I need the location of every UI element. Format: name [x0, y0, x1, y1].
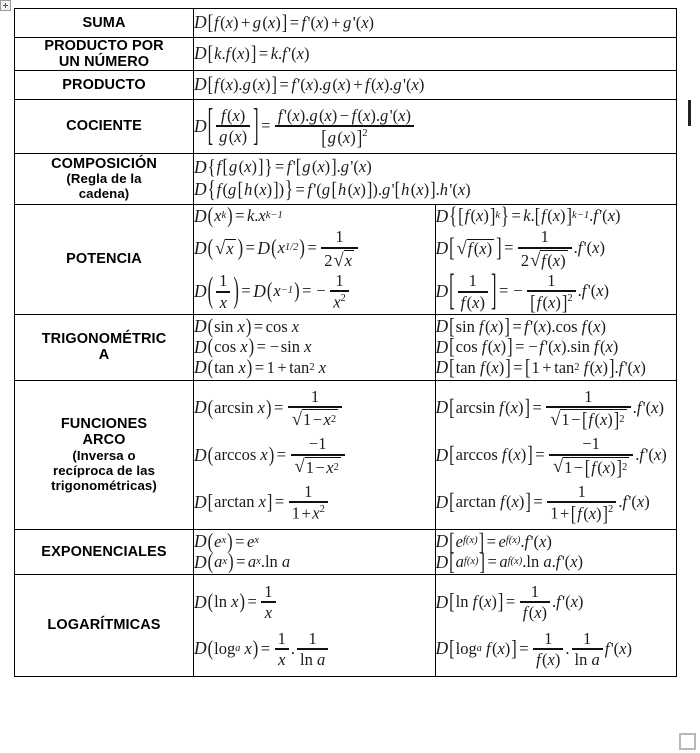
text-caret — [688, 100, 691, 126]
formula-arco-r1: D [ arcsin f ( x ) ] = 1 √ 1 − [ f ( x ) ] 2 . f '( x ) — [435, 386, 664, 432]
table-row — [15, 71, 677, 100]
table-row — [15, 575, 677, 677]
formula-exp-r2: D [ a f(x) ] = a f(x) . ln a . f '( x ) — [435, 546, 584, 575]
formula-trig-r1: D [ sin f ( x ) ] = f '( x ). cos f ( x ) — [435, 314, 606, 339]
formula-cociente: D [ $\frac{f (x)}{g (x)}$ ] = f '(x).g (x) − f (x).g '(x) [ g ( x ) ] $^2$ — [194, 107, 676, 146]
formula-cell-suma — [194, 9, 677, 38]
formula-trig-r3: D [ tan f ( x ) ] = [ 1 + tan 2 f ( x ) ] . f '( x ) — [435, 354, 646, 380]
formula-trig-r2: D [ cos f ( x ) ] = − f '( x ). sin f ( x ) — [435, 333, 619, 360]
formula-cell-exp-right — [435, 530, 677, 575]
selection-resize-handle[interactable] — [679, 733, 696, 750]
formula-cell-composicion — [194, 153, 677, 204]
formula-trig-l3: D ( tan x ) = 1 + tan 2 x — [194, 355, 327, 379]
formula-exp-l2: D ( a x ) = a x . ln a — [194, 548, 291, 575]
row-label-logaritmicas: LOGARÍTMICAS — [15, 575, 194, 677]
formula-exp-r1: D [ e f(x) ] = e f(x) . f '( x ) — [435, 529, 552, 555]
formula-cell-trig-left — [194, 315, 436, 381]
row-label-cociente: COCIENTE — [15, 99, 194, 153]
formula-cell-producto — [194, 71, 677, 100]
row-label-suma: SUMA — [15, 9, 194, 38]
formula-producto: D [ f ( x ). g ( x ) ] = f '( x ). g ( x ) + f ( x ). g '( x ) — [194, 72, 425, 96]
selection-move-handle[interactable] — [0, 0, 11, 11]
row-label-composicion: COMPOSICIÓN (Regla de la cadena) — [15, 153, 194, 204]
formula-cell-potencia-right — [435, 204, 677, 314]
formula-exp-l1: D ( e x ) = e x — [194, 529, 259, 554]
table-row — [15, 9, 677, 38]
formula-producto-numero: D [ k . f ( x ) ] = k . f '( x ) — [194, 41, 310, 65]
formula-cell-arco-left — [194, 380, 436, 529]
formula-cell-arco-right — [435, 380, 677, 529]
formula-cell-potencia-left — [194, 204, 436, 314]
formula-composicion-1: D { f [ g ( x ) ] } = f ' [ g ( x ) ] . g '( x ) — [194, 154, 372, 179]
row-label-funciones-arco: FUNCIONES ARCO (Inversa o recíproca de las trigonométricas) — [15, 380, 194, 529]
formula-composicion-2: D { f ( g [ h ( x ) ] ) } = f '( g [ h ( x ) ] ). g ' [ h ( x ) ] . h '( x ) — [194, 175, 471, 203]
table-row — [15, 99, 677, 153]
formula-log-r2: D [ log a f ( x ) ] = $\frac{1}{f (x)}$ . $\frac{1}{\text{ln a}}$ f '( x ) — [435, 628, 632, 669]
formula-cell-trig-right — [435, 315, 677, 381]
formula-cell-exp-left — [194, 530, 436, 575]
formula-potencia-r1: D { [ f ( x ) ] k } = k . [ f ( x ) ] k−1 . f '( x ) — [435, 204, 621, 230]
table-row — [15, 380, 677, 529]
formula-arco-l3: D [ arctan x ] = $\frac{1}{1+x^2}$ — [194, 483, 435, 522]
formula-potencia-l2: D ( √ x ) = D ( x 1/2 ) = 1 2 √ x — [194, 228, 435, 269]
table-row — [15, 37, 677, 71]
row-label-producto-numero: PRODUCTO POR UN NÚMERO — [15, 37, 194, 71]
formula-arco-l2: D ( arccos x ) = −1 √ 1 − x 2 — [194, 435, 435, 476]
formula-cell-cociente — [194, 99, 677, 153]
derivatives-table — [14, 8, 677, 677]
formula-potencia-r2: D [ √ f ( x ) ] = 1 2 √ f ( x ) . f '( x ) — [435, 227, 605, 270]
formula-cell-producto-numero — [194, 37, 677, 71]
formula-suma: D [ f ( x ) + g ( x ) ] = f '( x ) + g '( x ) — [194, 9, 375, 34]
formula-potencia-l1: D ( x k ) = k . x k−1 — [194, 204, 283, 229]
row-label-potencia: POTENCIA — [15, 204, 194, 314]
formula-potencia-l3: D ( $\frac{1}{x}$ ) = D ( x −1 ) = − $\frac{1}{x^2}$ — [194, 272, 435, 311]
formula-log-l2: D ( log a x ) = $\frac{1}{x}$ . $\frac{1}{\text{ln a}}$ — [194, 630, 435, 669]
formula-arco-r2: D [ arccos f ( x ) ] = −1 √ 1 − [ f ( x ) ] 2 . f '( x ) — [435, 434, 667, 479]
formula-trig-l1: D ( sin x ) = cos x — [194, 314, 300, 338]
row-label-trigonometrica: TRIGONOMÉTRIC A — [15, 315, 194, 381]
formula-arco-l1: D ( arcsin x ) = 1 √ 1 − x 2 — [194, 388, 435, 429]
formula-trig-l2: D ( cos x ) = − sin x — [194, 334, 312, 359]
formula-arco-r3: D [ arctan f ( x ) ] = 1 1+ [ f ( x ) ] $^2$ . f '( x ) — [435, 481, 650, 526]
table-row — [15, 530, 677, 575]
table-row — [15, 204, 677, 314]
row-label-exponenciales: EXPONENCIALES — [15, 530, 194, 575]
formula-cell-log-left — [194, 575, 436, 677]
formula-log-r1: D [ ln f ( x ) ] = $\frac{1}{f (x)}$ . f '( x ) — [435, 582, 584, 623]
row-label-producto: PRODUCTO — [15, 71, 194, 100]
derivatives-table-container — [14, 8, 677, 737]
formula-potencia-r3: D [ $\frac{1}{f (x)}$ ] = − 1 [ f ( x ) ] $^2$ . f '( x ) — [435, 264, 610, 315]
table-row — [15, 153, 677, 204]
table-row — [15, 315, 677, 381]
formula-cell-log-right — [435, 575, 677, 677]
formula-log-l1: D ( ln x ) = $\frac{1}{x}$ — [194, 583, 435, 622]
